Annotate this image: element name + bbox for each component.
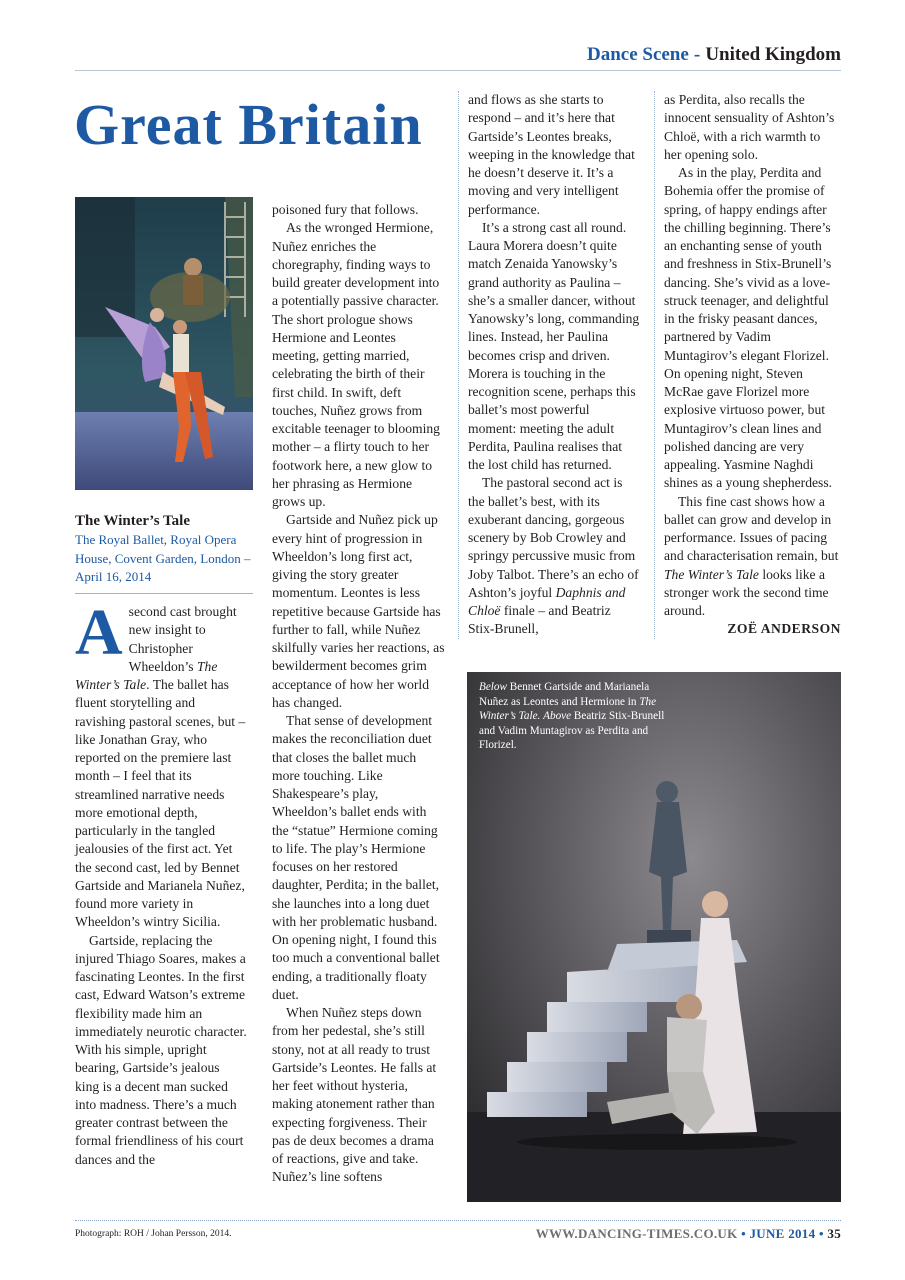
caption-below-label: Below [479, 681, 507, 693]
footer-issue: JUNE 2014 [749, 1226, 816, 1241]
dancers-photo-top [75, 197, 253, 490]
footer-folio [536, 1226, 841, 1242]
footer-website: WWW.DANCING-TIMES.CO.UK [535, 1226, 738, 1241]
performance-venue: The Royal Ballet, Royal Opera House, Covent Garden, London – April 16, 2014 [75, 531, 253, 594]
caption-above-label: Above [543, 710, 572, 723]
footer-bullet-1: • [741, 1226, 746, 1241]
paragraph-8: and flows as she starts to respond – and it’s here that Gartside’s Leontes breaks, weeping in the knowledge that he doesn’t deserve it. It’s a moving and very intelligent performance. [468, 92, 635, 217]
paragraph-10 [468, 474, 640, 638]
paragraph-10-text-b: finale – and Beatriz Stix-Brunell, [468, 603, 611, 637]
paragraph-12: As in the play, Perdita and Bohemia offer the promise of spring, of happy endings after the chilling beginning. There’s an enchanting sense of youth and freshness in Stix-Brunell’s dancing. She’s vivid as a love-struck teenager, and delightful in the frisky peasant dances, partnered by Vadim Muntagirov’s elegant Florizel. On opening night, Steven McRae gave Florizel more explosive virtuoso power, but Muntagirov’s clean lines and polished dancing are very appealing. Yasmine Naghdi shines as a young shepherdess. [664, 165, 833, 491]
paragraph-1 [75, 596, 247, 932]
paragraph-2: Gartside, replacing the injured Thiago Soares, makes a fascinating Leontes. In the first cast, Edward Watson’s extreme flexibility made him an immediately neurotic character. With his simple, upright bearing, Gartside’s jealous king is a decent man sucked into madness. There’s a much greater contrast between the formal friendliness of his court dances and the [75, 932, 247, 1167]
paragraph-7: When Nuñez steps down from her pedestal, she’s still stony, not at all ready to trust Gartside’s Leontes. He falls at her feet without hysteria, making atonement rather than expecting forgiveness. Their pas de deux becomes a drama of reactions, give and take. Nuñez’s line softens [272, 1005, 437, 1185]
photo-credit: Photograph: ROH / Johan Persson, 2014. [75, 1229, 232, 1239]
paragraph-1-title: The Winter’s Tale [75, 658, 218, 692]
footer-page-number: 35 [827, 1226, 841, 1241]
section-separator: - [693, 44, 701, 65]
paragraph-11: as Perdita, also recalls the innocent sensuality of Ashton’s Chloë, with a rich warmth to her opening solo. [664, 92, 835, 162]
paragraph-4: As the wronged Hermione, Nuñez enriches the choregraphy, finding ways to build greater development into a potentially passive character. The short prologue shows Hermione and Leontes meeting, getting married, celebrating the birth of their first child. In swift, deft touches, Nuñez grows from excitable teenager to blooming mother – a flirty touch to her footwork here, a new glow to her phrasing as Hermione grows up. [272, 220, 440, 509]
paragraph-13 [664, 493, 841, 621]
paragraph-9: It’s a strong cast all round. Laura Morera doesn’t quite match Zenaida Yanowsky’s grand authority as Paulina – she’s a smaller dancer, without Yanowsky’s long, commanding lines. Instead, her Paulina becomes crisp and driven. Morera is touching in the recognition scene, perhaps this ballet’s most powerful moment: meeting the adult Perdita, Paulina realises that the lost child has returned. [468, 219, 640, 472]
caption-below-text: Bennet Gartside and Marianela Nuñez as Leontes and Hermione in [479, 681, 650, 708]
page-headline: Great Britain [74, 92, 423, 157]
section-region: United Kingdom [705, 44, 841, 65]
performance-info [75, 511, 253, 594]
caption-above-text: Beatriz Stix-Brunell and Vadim Muntagirov as Perdita and Florizel. [479, 710, 665, 752]
paragraph-1-text-a: second cast brought new insight to Christopher Wheeldon’s [128, 604, 237, 674]
drop-cap: A [75, 596, 123, 669]
article-column-2 [272, 201, 446, 1187]
performance-title: The Winter’s Tale [75, 513, 191, 529]
dancers-photo-bottom [467, 672, 841, 1202]
paragraph-13-text-a: This fine cast shows how a ballet can grow and develop in performance. Issues of pacing and characterisation remain, but [664, 493, 839, 564]
author-byline: ZOË ANDERSON [727, 621, 841, 637]
article-column-1 [75, 596, 247, 1169]
paragraph-3: poisoned fury that follows. [272, 202, 419, 217]
section-header [75, 44, 841, 71]
paragraph-10-text-a: The pastoral second act is the ballet’s best, with its exuberant dancing, gorgeous scenery by Bob Crowley and springy percussive music from Joby Talbot. There’s an echo of Ashton’s joyful [468, 475, 639, 600]
caption-below-title: The Winter’s Tale. [479, 695, 657, 723]
section-label: Dance Scene [586, 44, 689, 65]
paragraph-13-title: The Winter’s Tale [664, 566, 759, 582]
perdita-florizel-illustration [75, 197, 253, 490]
photo-caption [479, 680, 679, 753]
article-column-3 [468, 91, 640, 639]
paragraph-13-text-b: looks like a stronger work the second time around. [664, 566, 829, 618]
paragraph-5: Gartside and Nuñez pick up every hint of progression in Wheeldon’s long first act, giving the story greater momentum. Leontes is less repetitive because Gartside has further to fall, while Nuñez skilfully varies her reactions, as bewilderment becomes grim acceptance of how her world has changed. [272, 512, 445, 710]
paragraph-10-title: Daphnis and Chloë [468, 584, 626, 618]
footer-divider [75, 1220, 841, 1221]
article-column-4 [664, 91, 841, 639]
paragraph-1-text-b: . The ballet has fluent storytelling and ravishing pastoral scenes, but – like Jonathan Gray, who reported on the premiere last month – I feel that its streamlined narrative needs more emotional depth, particularly in the tangled jealousies of the first act. Yet the second cast, led by Bennet Gartside and Marianela Nuñez, found more variety in Wheeldon’s wintry Sicilia. [75, 677, 246, 930]
footer-bullet-2: • [818, 1226, 824, 1241]
paragraph-6: That sense of development makes the reconciliation duet that closes the ballet much more touching. Like Shakespeare’s play, Wheeldon’s ballet ends with the “statue” Hermione coming to life. The play’s Hermione focuses on her restored daughter, Perdita; in the ballet, she launches into a long duet with her problematic husband. On opening night, I found this too much a conventional ballet ending, a traditionally floaty duet. [272, 713, 440, 1002]
